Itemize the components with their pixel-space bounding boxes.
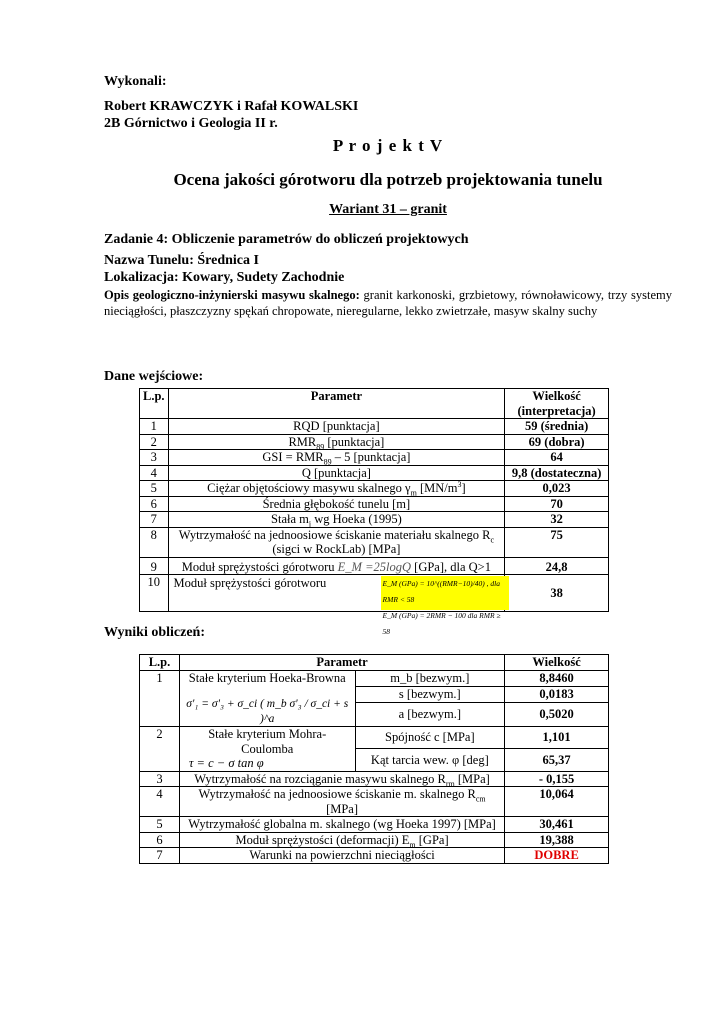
row-value: 0,023 xyxy=(505,481,609,497)
table-row xyxy=(140,771,609,787)
row-lp: 2 xyxy=(140,434,169,450)
row-value: 69 (dobra) xyxy=(505,434,609,450)
row-param: Q [punktacja] xyxy=(168,465,505,481)
row-param: Wytrzymałość globalna m. skalnego (wg Hoeka 1997) [MPa] xyxy=(179,817,504,833)
row-param: Wytrzymałość na jednoosiowe ściskanie materiału skalnego $R_c$ (sigci w RockLab) [MPa] xyxy=(168,527,505,557)
em-formula-rmr-high: E_M (GPa) = 2RMR − 100 dla RMR ≥ 58 xyxy=(382,611,501,636)
hoek-brown-formula: σ'₁ = σ'₃ + σ_ci ( m_b σ'₃ / σ_ci + s )^a xyxy=(186,698,349,725)
em-formula-rmr-low: E_M (GPa) = 10^((RMR−10)/40) , dla RMR < 58 xyxy=(382,579,500,604)
table-row xyxy=(140,575,609,612)
col-value: Wielkość (interpretacja) xyxy=(505,389,609,419)
table-row xyxy=(140,527,609,557)
mohr-coulomb-formula: τ = c − σ tan φ xyxy=(188,756,264,770)
row-lp: 6 xyxy=(140,832,180,848)
geology-description-label: Opis geologiczno-inżynierski masywu skalnego: xyxy=(104,288,360,302)
row-param: s [bezwym.] xyxy=(355,686,505,702)
row-param: Średnia głębokość tunelu [m] xyxy=(168,496,505,512)
hoek-brown-cell xyxy=(179,670,355,727)
table-row xyxy=(140,434,609,450)
authors-names: Robert KRAWCZYK i Rafał KOWALSKI xyxy=(104,99,359,114)
row-lp: 7 xyxy=(140,512,169,528)
table-row xyxy=(140,481,609,497)
row-param: Wytrzymałość na rozciąganie masywu skalnego $R_{rm}$ [MPa] xyxy=(179,771,504,787)
row-value: 65,37 xyxy=(505,749,609,771)
table-row xyxy=(140,787,609,817)
row-param: Moduł sprężystości górotworu E_M (GPa) = 10^((RMR−10)/40) , dla RMR < 58 E_M (GPa) = 2RMR − 100 dla RMR ≥ 58 xyxy=(168,575,505,612)
table-header-row xyxy=(140,655,609,671)
row-lp: 2 xyxy=(140,727,180,772)
mohr-coulomb-name: Stałe kryterium Mohra-Coulomba xyxy=(208,727,327,756)
row-lp: 10 xyxy=(140,575,169,612)
row-param: Warunki na powierzchni nieciągłości xyxy=(179,848,504,864)
row-value: 9,8 (dostateczna) xyxy=(505,465,609,481)
inputs-heading: Dane wejściowe: xyxy=(104,369,204,384)
page-title: Ocena jakości górotworu dla potrzeb projektowania tunelu xyxy=(173,170,603,189)
row-value: 10,064 xyxy=(505,787,609,817)
row-param: a [bezwym.] xyxy=(355,703,505,727)
row-param: RQD [punktacja] xyxy=(168,419,505,435)
tunnel-location: Lokalizacja: Kowary, Sudety Zachodnie xyxy=(104,270,345,285)
em-formula: E_M =25logQ xyxy=(337,559,412,574)
table-row xyxy=(140,670,609,686)
row-lp: 4 xyxy=(140,787,180,817)
geology-description-text: granit karkonoski, grzbietowy, równoławicowy, trzy systemy nieciągłości, płaszczyzny spękań chropowate, nieregularne, lekko zwietrzałe, masyw skalny suchy xyxy=(104,288,672,318)
row-value: 19,388 xyxy=(505,832,609,848)
row-param: Moduł sprężystości (deformacji) $E_m$ [GPa] xyxy=(179,832,504,848)
row-value: - 0,155 xyxy=(505,771,609,787)
row-param: Moduł sprężystości górotworu E_M =25logQ [GPa], dla Q>1 xyxy=(168,557,505,575)
row-value: 0,5020 xyxy=(505,703,609,727)
row-param: Ciężar objętościowy masywu skalnego $\gamma_m$ $[MN/m^3]$ xyxy=(168,481,505,497)
row-lp: 5 xyxy=(140,817,180,833)
table-row xyxy=(140,512,609,528)
row-param: GSI = $RMR_{89} - 5$ [punktacja] xyxy=(168,450,505,466)
row-value: 24,8 xyxy=(505,557,609,575)
table-row xyxy=(140,727,609,749)
row-value: 64 xyxy=(505,450,609,466)
row-value: 38 xyxy=(505,575,609,612)
inputs-table xyxy=(139,388,609,636)
variant: Wariant 31 – granit xyxy=(329,202,447,217)
row-param: Spójność c [MPa] xyxy=(355,727,505,749)
authors-group: 2B Górnictwo i Geologia II r. xyxy=(104,116,278,131)
col-param: Parametr xyxy=(179,655,504,671)
row-param: Kąt tarcia wew. φ [deg] xyxy=(355,749,505,771)
row-lp: 1 xyxy=(140,670,180,727)
row-lp: 9 xyxy=(140,557,169,575)
row-value: 0,0183 xyxy=(505,686,609,702)
authors-label: Wykonali: xyxy=(104,74,167,89)
tunnel-name: Nazwa Tunelu: Średnica I xyxy=(104,253,259,268)
col-lp: L.p. xyxy=(140,389,169,419)
row-lp: 1 xyxy=(140,419,169,435)
col-value: Wielkość xyxy=(505,655,609,671)
table-row xyxy=(140,450,609,466)
table-row xyxy=(140,817,609,833)
table-row xyxy=(140,465,609,481)
task-heading: Zadanie 4: Obliczenie parametrów do obliczeń projektowych xyxy=(104,232,469,247)
row-param: m_b [bezwym.] xyxy=(355,670,505,686)
row-lp: 3 xyxy=(140,771,180,787)
row-param: Wytrzymałość na jednoosiowe ściskanie m. skalnego $R_{cm}$ [MPa] xyxy=(179,787,504,817)
row-lp: 6 xyxy=(140,496,169,512)
row-value: 70 xyxy=(505,496,609,512)
col-lp: L.p. xyxy=(140,655,180,671)
row-lp: 3 xyxy=(140,450,169,466)
hoek-brown-name: Stałe kryterium Hoeka-Browna xyxy=(188,670,346,685)
row-lp: 8 xyxy=(140,527,169,557)
row-value: 1,101 xyxy=(505,727,609,749)
col-param: Parametr xyxy=(168,389,505,419)
table-header-row xyxy=(140,389,609,419)
row-param: Stała $m_i$ wg Hoeka (1995) xyxy=(168,512,505,528)
table-row xyxy=(140,496,609,512)
table-row xyxy=(140,832,609,848)
row-value: 8,8460 xyxy=(505,670,609,686)
mohr-coulomb-cell xyxy=(179,727,355,772)
results-heading: Wyniki obliczeń: xyxy=(104,625,205,640)
row-lp: 7 xyxy=(140,848,180,864)
results-table xyxy=(139,654,609,864)
geology-description xyxy=(104,287,672,319)
row-value: 32 xyxy=(505,512,609,528)
row-value: 59 (średnia) xyxy=(505,419,609,435)
row-value: 30,461 xyxy=(505,817,609,833)
row-lp: 5 xyxy=(140,481,169,497)
project-number: P r o j e k t V xyxy=(332,136,444,155)
em-formula-box xyxy=(381,576,509,636)
table-row xyxy=(140,848,609,864)
status-badge: DOBRE xyxy=(505,848,609,864)
row-value: 75 xyxy=(505,527,609,557)
row-param: $RMR_{89}$ [punktacja] xyxy=(168,434,505,450)
table-row xyxy=(140,557,609,575)
row-lp: 4 xyxy=(140,465,169,481)
table-row xyxy=(140,419,609,435)
